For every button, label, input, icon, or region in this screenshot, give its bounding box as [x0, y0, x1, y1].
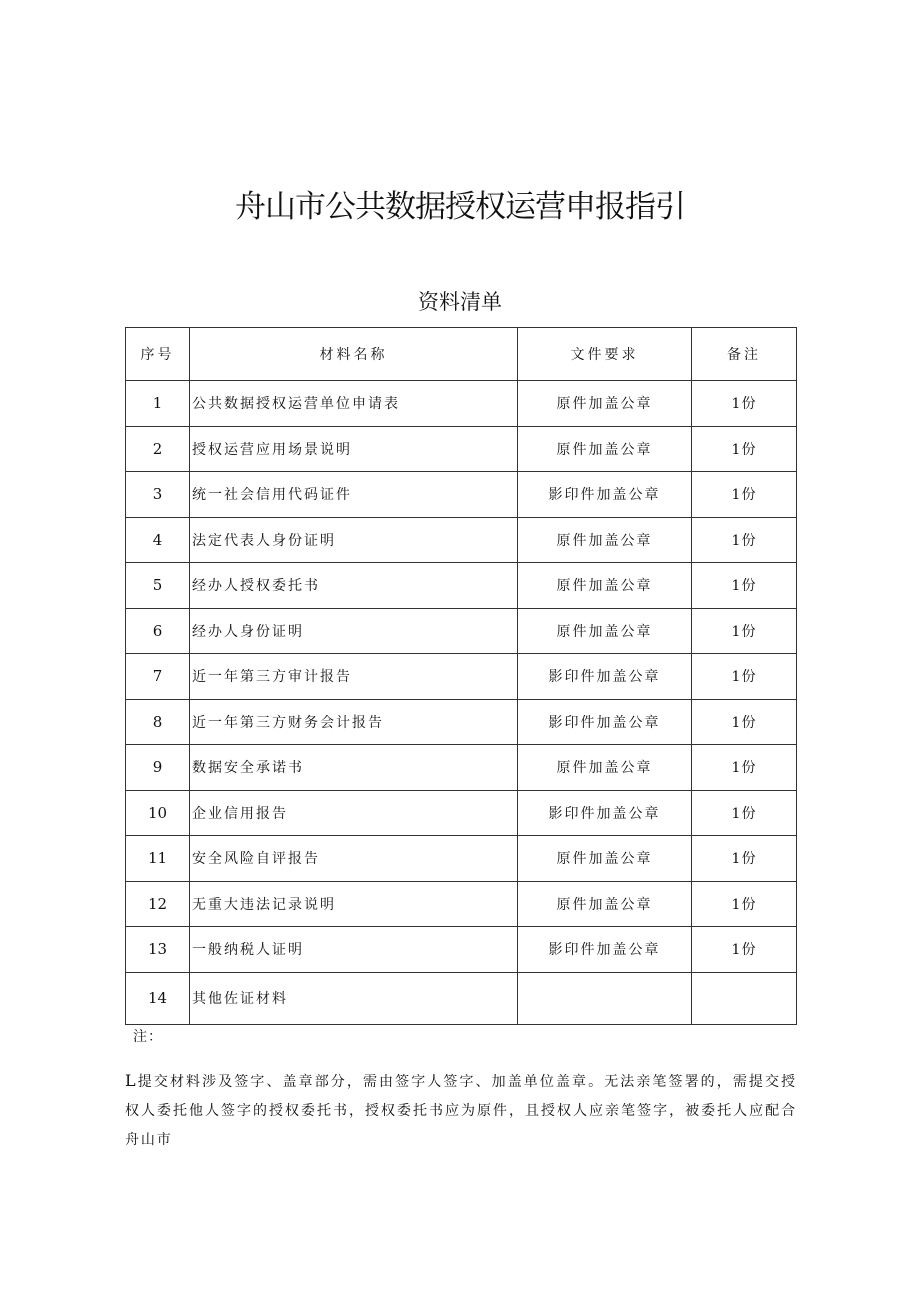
note: 1份: [692, 472, 797, 518]
note: 1份: [692, 790, 797, 836]
note: 1份: [692, 699, 797, 745]
row-number: 5: [126, 563, 190, 609]
section-subtitle: 资料清单: [418, 290, 502, 314]
row-number: 11: [126, 836, 190, 882]
table-row: [126, 654, 797, 700]
row-number: 7: [126, 654, 190, 700]
table-row: [126, 881, 797, 927]
notes-paragraph: [125, 1066, 797, 1155]
material-name: 经办人身份证明: [190, 608, 518, 654]
table-row: [126, 563, 797, 609]
row-number: 2: [126, 426, 190, 472]
table-row: [126, 927, 797, 973]
header-file-requirement: 文件要求: [518, 328, 692, 381]
file-requirement: 影印件加盖公章: [518, 790, 692, 836]
material-name: 无重大违法记录说明: [190, 881, 518, 927]
file-requirement: 影印件加盖公章: [518, 927, 692, 973]
table-row: [126, 517, 797, 563]
file-requirement: 原件加盖公章: [518, 517, 692, 563]
row-number: 12: [126, 881, 190, 927]
notes-label: 注：: [133, 1029, 163, 1045]
materials-table: [125, 327, 797, 1025]
material-name: 近一年第三方财务会计报告: [190, 699, 518, 745]
file-requirement: 影印件加盖公章: [518, 699, 692, 745]
file-requirement: 原件加盖公章: [518, 836, 692, 882]
header-material-name: 材料名称: [190, 328, 518, 381]
material-name: 经办人授权委托书: [190, 563, 518, 609]
table-row: [126, 699, 797, 745]
note: 1份: [692, 654, 797, 700]
material-name: 企业信用报告: [190, 790, 518, 836]
note: 1份: [692, 881, 797, 927]
row-number: 1: [126, 381, 190, 427]
row-number: 9: [126, 745, 190, 791]
note: 1份: [692, 836, 797, 882]
material-name: 数据安全承诺书: [190, 745, 518, 791]
row-number: 13: [126, 927, 190, 973]
table-row: [126, 426, 797, 472]
note: 1份: [692, 381, 797, 427]
row-number: 8: [126, 699, 190, 745]
material-name: 授权运营应用场景说明: [190, 426, 518, 472]
file-requirement: 影印件加盖公章: [518, 654, 692, 700]
header-no: 序号: [126, 328, 190, 381]
note: 1份: [692, 426, 797, 472]
table-row: [126, 745, 797, 791]
table-row: [126, 790, 797, 836]
material-name: 统一社会信用代码证件: [190, 472, 518, 518]
material-name: 安全风险自评报告: [190, 836, 518, 882]
notes-text: 提交材料涉及签字、盖章部分，需由签字人签字、加盖单位盖章。无法亲笔签署的，需提交授权人委托他人签字的授权委托书，授权委托书应为原件，且授权人应亲笔签字，被委托人应配合舟山市: [125, 1074, 797, 1148]
note: 1份: [692, 608, 797, 654]
table-header-row: [126, 328, 797, 381]
file-requirement: 原件加盖公章: [518, 608, 692, 654]
material-name: 一般纳税人证明: [190, 927, 518, 973]
note: 1份: [692, 745, 797, 791]
row-number: 6: [126, 608, 190, 654]
material-name: 其他佐证材料: [190, 972, 518, 1024]
note: 1份: [692, 563, 797, 609]
row-number: 3: [126, 472, 190, 518]
note: 1份: [692, 517, 797, 563]
notes-item-number: L: [125, 1071, 138, 1090]
row-number: 14: [126, 972, 190, 1024]
header-note: 备注: [692, 328, 797, 381]
table-row: [126, 608, 797, 654]
file-requirement: 影印件加盖公章: [518, 472, 692, 518]
file-requirement: [518, 972, 692, 1024]
row-number: 4: [126, 517, 190, 563]
material-name: 法定代表人身份证明: [190, 517, 518, 563]
material-name: 近一年第三方审计报告: [190, 654, 518, 700]
page-title: 舟山市公共数据授权运营申报指引: [235, 189, 685, 225]
table-row: [126, 972, 797, 1024]
file-requirement: 原件加盖公章: [518, 745, 692, 791]
row-number: 10: [126, 790, 190, 836]
table-row: [126, 381, 797, 427]
file-requirement: 原件加盖公章: [518, 381, 692, 427]
note: [692, 972, 797, 1024]
file-requirement: 原件加盖公章: [518, 563, 692, 609]
note: 1份: [692, 927, 797, 973]
file-requirement: 原件加盖公章: [518, 426, 692, 472]
table-row: [126, 472, 797, 518]
material-name: 公共数据授权运营单位申请表: [190, 381, 518, 427]
table-row: [126, 836, 797, 882]
file-requirement: 原件加盖公章: [518, 881, 692, 927]
